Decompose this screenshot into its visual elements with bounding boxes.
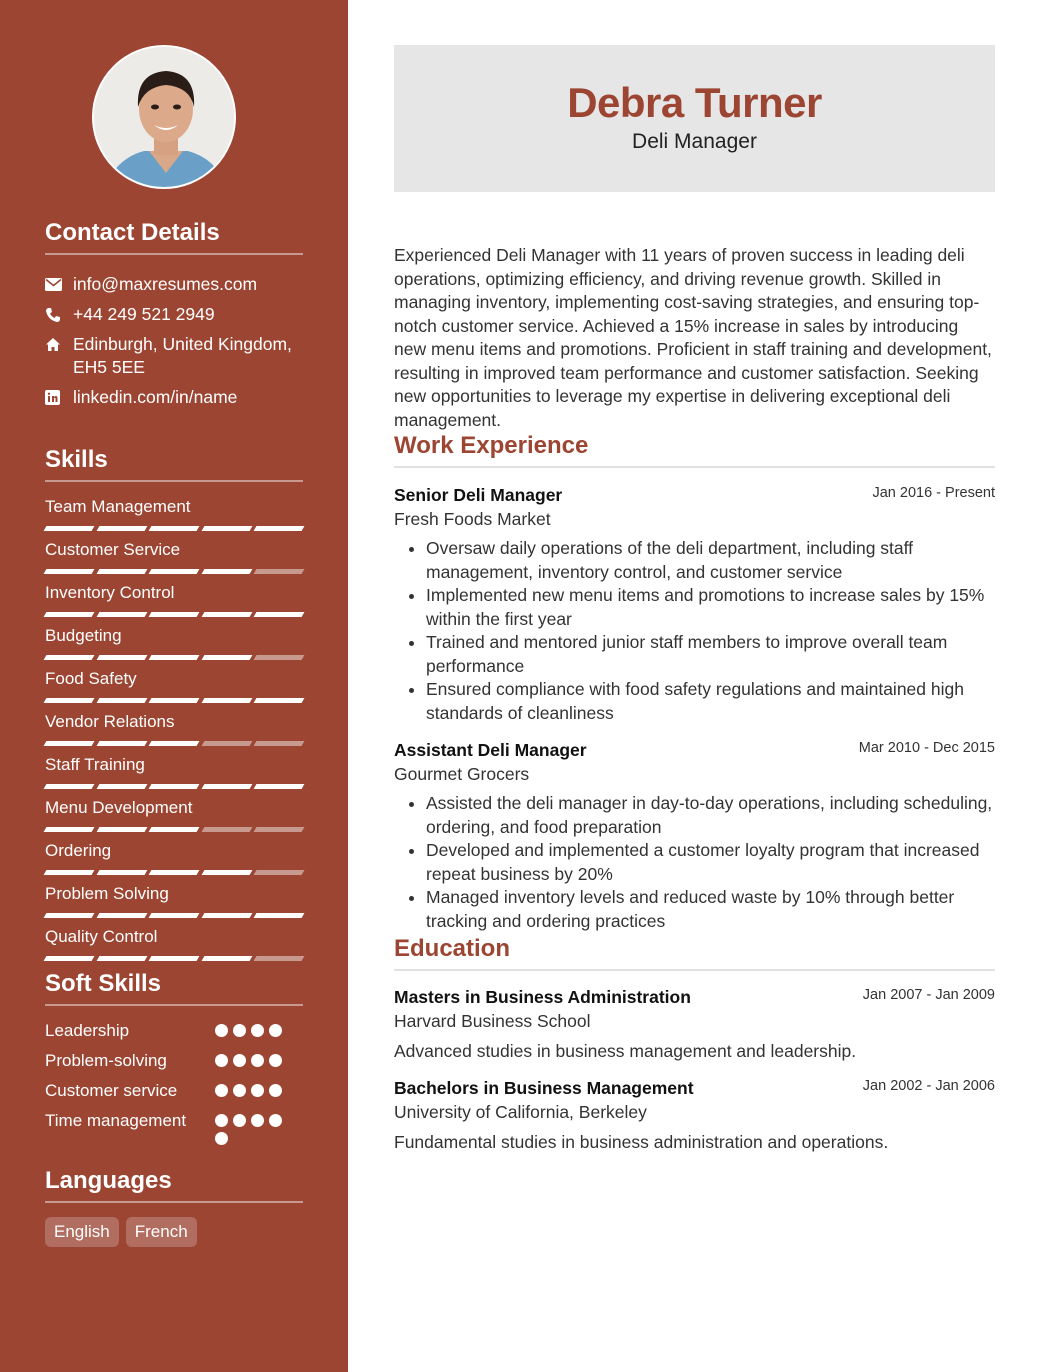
profile-summary: Experienced Deli Manager with 11 years of proven success in leading deli operations, optimizing efficiency, and driving revenue growth. Skilled in managing inventory, implementing cost-saving strategies, and ensuring top-notch customer service. Achieved a 15% increase in sales by introducing new menu items and promotions. Proficient in staff training and development, resulting in improved team performance and customer satisfaction. Seeking new opportunities to leverage my expertise in delivering exceptional deli management. (394, 245, 992, 430)
education-entry (394, 1076, 995, 1154)
skill-level-bar (45, 698, 303, 703)
soft-skill-rating (215, 1110, 285, 1145)
soft-skill-rating (215, 1020, 285, 1042)
school-name: Harvard Business School (394, 1011, 591, 1031)
skill-level-segment (201, 698, 251, 703)
skill-level-segment (201, 741, 251, 746)
skills-section (45, 446, 303, 969)
skill-level-segment (201, 569, 251, 574)
skill-name: Menu Development (45, 798, 193, 817)
soft-skill-name: Problem-solving (45, 1051, 167, 1070)
skill-level-segment (254, 526, 304, 531)
skill-level-bar (45, 956, 303, 961)
skill-level-segment (44, 741, 94, 746)
skill-level-bar (45, 827, 303, 832)
skill-level-segment (44, 526, 94, 531)
languages-heading: Languages (45, 1167, 303, 1203)
skill-level-segment (254, 741, 304, 746)
skill-item (45, 797, 303, 832)
soft-skills-section (45, 970, 303, 1153)
contact-heading: Contact Details (45, 219, 303, 255)
skill-level-segment (44, 827, 94, 832)
skill-level-segment (201, 655, 251, 660)
rating-dot (233, 1024, 246, 1037)
skill-level-segment (149, 526, 199, 531)
phone-text: +44 249 521 2949 (73, 304, 215, 324)
job-bullets (394, 792, 995, 933)
degree-description: Advanced studies in business management and leadership. (394, 1041, 857, 1061)
skill-level-segment (201, 784, 251, 789)
skill-level-bar (45, 655, 303, 660)
skill-name: Problem Solving (45, 884, 169, 903)
skill-level-segment (96, 827, 146, 832)
soft-skills-heading: Soft Skills (45, 970, 303, 1006)
skill-item (45, 883, 303, 918)
skill-level-segment (96, 612, 146, 617)
contact-email[interactable] (45, 273, 303, 296)
contact-linkedin[interactable] (45, 386, 303, 409)
rating-dot (215, 1084, 228, 1097)
skill-level-segment (44, 913, 94, 918)
resume-header (394, 45, 995, 192)
envelope-icon (45, 273, 73, 296)
rating-dot (251, 1024, 264, 1037)
rating-dot (269, 1054, 282, 1067)
rating-dot (215, 1024, 228, 1037)
skill-level-segment (96, 784, 146, 789)
skill-level-segment (201, 827, 251, 832)
candidate-title: Deli Manager (632, 130, 757, 153)
skill-level-bar (45, 870, 303, 875)
skill-level-segment (96, 741, 146, 746)
phone-icon (45, 303, 73, 326)
skill-level-segment (149, 698, 199, 703)
skill-name: Vendor Relations (45, 712, 175, 731)
job-date: Mar 2010 - Dec 2015 (858, 740, 995, 756)
rating-dot (269, 1114, 282, 1127)
soft-skill-name: Customer service (45, 1081, 178, 1100)
skill-level-segment (44, 612, 94, 617)
soft-skill-rating (215, 1050, 285, 1072)
skill-level-segment (149, 741, 199, 746)
job-bullet: • Ensured compliance with food safety regulations and maintained high standards of cleanliness (426, 678, 995, 725)
languages-section (45, 1167, 303, 1247)
rating-dot (233, 1054, 246, 1067)
soft-skill-item (45, 1050, 285, 1072)
skill-level-segment (149, 784, 199, 789)
linkedin-text: linkedin.com/in/name (73, 387, 238, 407)
soft-skill-item (45, 1020, 285, 1042)
rating-dot (251, 1114, 264, 1127)
skill-level-segment (201, 913, 251, 918)
rating-dot (215, 1132, 228, 1145)
rating-dot (269, 1024, 282, 1037)
rating-dot (215, 1054, 228, 1067)
skill-level-segment (96, 870, 146, 875)
skill-item (45, 668, 303, 703)
skill-level-segment (254, 698, 304, 703)
job-title: Assistant Deli Manager (394, 740, 587, 760)
rating-dot (269, 1084, 282, 1097)
skill-level-bar (45, 526, 303, 531)
job-bullet: • Trained and mentored junior staff members to improve overall team performance (426, 631, 995, 678)
soft-skill-rating (215, 1080, 285, 1102)
skill-item (45, 625, 303, 660)
skill-name: Budgeting (45, 626, 122, 645)
skill-level-segment (254, 870, 304, 875)
rating-dot (215, 1114, 228, 1127)
skill-level-segment (44, 956, 94, 961)
job-bullet: • Oversaw daily operations of the deli department, including staff management, inventory control, and customer service (426, 537, 995, 584)
education-heading: Education (394, 935, 995, 971)
school-name: University of California, Berkeley (394, 1102, 647, 1122)
job-bullet: • Developed and implemented a customer loyalty program that increased repeat business by 20% (426, 839, 995, 886)
skill-level-segment (254, 655, 304, 660)
skill-level-segment (96, 526, 146, 531)
rating-dot (251, 1084, 264, 1097)
skill-level-segment (149, 870, 199, 875)
skill-level-segment (254, 612, 304, 617)
skill-item (45, 754, 303, 789)
education-entry (394, 985, 995, 1063)
soft-skill-item (45, 1110, 285, 1145)
skill-name: Food Safety (45, 669, 137, 688)
skill-level-segment (149, 827, 199, 832)
skill-name: Staff Training (45, 755, 145, 774)
skills-heading: Skills (45, 446, 303, 482)
contact-section (45, 219, 303, 416)
skill-item (45, 582, 303, 617)
skill-level-segment (254, 569, 304, 574)
skill-level-segment (149, 956, 199, 961)
rating-dot (251, 1054, 264, 1067)
skill-level-segment (201, 956, 251, 961)
skill-level-segment (149, 913, 199, 918)
contact-phone[interactable] (45, 303, 303, 326)
job-bullet: • Managed inventory levels and reduced waste by 10% through better tracking and ordering practices (426, 886, 995, 933)
soft-skill-item (45, 1080, 285, 1102)
skill-level-segment (201, 870, 251, 875)
rating-dot (233, 1114, 246, 1127)
degree-title: Bachelors in Business Management (394, 1078, 694, 1098)
skill-level-bar (45, 741, 303, 746)
job-company: Fresh Foods Market (394, 509, 551, 529)
job-bullets (394, 537, 995, 725)
skill-level-segment (44, 784, 94, 789)
work-entry (394, 483, 995, 725)
language-badge: French (126, 1217, 197, 1247)
soft-skill-name: Leadership (45, 1021, 130, 1040)
work-heading: Work Experience (394, 432, 995, 468)
skill-level-segment (44, 698, 94, 703)
skill-level-segment (96, 956, 146, 961)
skill-level-segment (254, 956, 304, 961)
soft-skill-name: Time management (45, 1111, 187, 1130)
degree-description: Fundamental studies in business administration and operations. (394, 1132, 889, 1152)
skill-level-bar (45, 784, 303, 789)
job-company: Gourmet Grocers (394, 764, 530, 784)
email-text: info@maxresumes.com (73, 274, 258, 294)
skill-level-segment (201, 612, 251, 617)
skill-item (45, 539, 303, 574)
skill-level-segment (96, 698, 146, 703)
skill-level-segment (44, 870, 94, 875)
address-text: Edinburgh, United Kingdom, EH5 5EE (73, 334, 292, 377)
candidate-name: Debra Turner (567, 79, 822, 126)
skill-level-segment (149, 655, 199, 660)
skill-level-segment (96, 913, 146, 918)
skill-level-segment (254, 827, 304, 832)
profile-photo (92, 45, 236, 189)
skill-level-segment (254, 784, 304, 789)
skill-level-segment (44, 655, 94, 660)
job-title: Senior Deli Manager (394, 485, 563, 505)
skill-level-segment (96, 655, 146, 660)
skill-item (45, 840, 303, 875)
rating-dot (233, 1084, 246, 1097)
degree-title: Masters in Business Administration (394, 987, 691, 1007)
skill-level-bar (45, 569, 303, 574)
work-entry (394, 738, 995, 933)
home-icon (45, 333, 73, 356)
skill-item (45, 926, 303, 961)
skill-level-bar (45, 612, 303, 617)
skill-level-segment (96, 569, 146, 574)
skill-name: Team Management (45, 497, 191, 516)
skill-item (45, 711, 303, 746)
skill-item (45, 496, 303, 531)
skill-name: Customer Service (45, 540, 181, 559)
job-bullet: • Assisted the deli manager in day-to-day operations, including scheduling, ordering, and food preparation (426, 792, 995, 839)
skill-level-bar (45, 913, 303, 918)
linkedin-icon (45, 386, 73, 409)
skill-level-segment (44, 569, 94, 574)
contact-address (45, 333, 303, 379)
language-badge: English (45, 1217, 119, 1247)
skill-level-segment (254, 913, 304, 918)
degree-date: Jan 2007 - Jan 2009 (862, 987, 995, 1003)
skill-name: Ordering (45, 841, 112, 860)
skill-name: Inventory Control (45, 583, 175, 602)
job-date: Jan 2016 - Present (872, 485, 995, 501)
skill-name: Quality Control (45, 927, 158, 946)
job-bullet: • Implemented new menu items and promotions to increase sales by 15% within the first year (426, 584, 995, 631)
skill-level-segment (201, 526, 251, 531)
sidebar (0, 0, 348, 1372)
degree-date: Jan 2002 - Jan 2006 (862, 1078, 995, 1094)
skill-level-segment (149, 569, 199, 574)
skill-level-segment (149, 612, 199, 617)
